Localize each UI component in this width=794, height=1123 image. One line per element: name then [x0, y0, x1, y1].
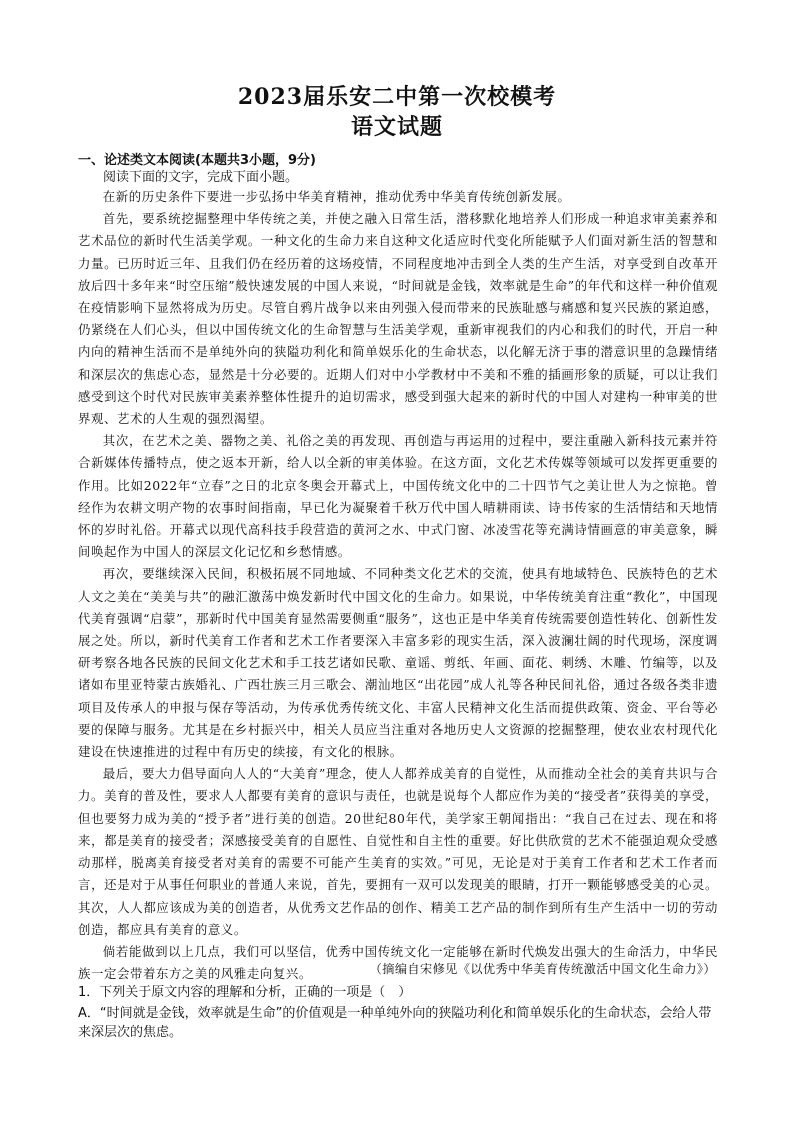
article-source: （摘编自宋修见《以优秀中华美育传统激活中国文化生命力》） [369, 962, 716, 976]
question-stem: 1．下列关于原文内容的理解和分析，正确的一项是（ ） [78, 985, 412, 1000]
section-heading: 一、论述类文本阅读(本题共3小题，9分) [78, 153, 316, 168]
article-paragraph: 再次，要继续深入民间，积极拓展不同地域、不同种类文化艺术的交流，使具有地域特色、民族特色的艺术人文之美在“美美与共”的融汇激荡中焕发新时代中国文化的生命力。如果说，中华传统美育注重“教化”，中国现代美育强调“启蒙”，那新时代中国美育显然需要侧重“服务”，这也正是中华美育传统需要创造性转化、创新性发展之处。所以，新时代美育工作者和艺术工作者要深入丰富多彩的现实生活，深入波澜壮阔的时代现场，深度调研考察各地各民族的民间文化艺术和手工技艺诸如民歌、童谣、剪纸、年画、面花、刺绣、木雕、竹编等，以及诸如布里亚特蒙古族婚礼、广西壮族三月三歌会、潮汕地区“出花园”成人礼等各种民间礼俗，通过各级各类非遗项目及传承人的申报与保存等活动，为传承优秀传统文化、丰富人民精神文化生活而提供政策、资金、平台等必要的保障与服务。尤其是在乡村振兴中，相关人员应当注重对各地历史人文资源的挖掘整理，使农业农村现代化建设在快速推进的过程中有历史的续接，有文化的根脉。 [78, 566, 718, 760]
title-block [0, 82, 794, 142]
article-paragraph: 在新的历史条件下要进一步弘扬中华美育精神，推动优秀中华美育传统创新发展。 [102, 189, 571, 204]
section-instruction: 阅读下面的文字，完成下面小题。 [103, 170, 299, 185]
article-paragraph: 倘若能做到以上几点，我们可以坚信，优秀中国传统文化一定能够在新时代焕发出强大的生命活力，中华民族一定会带着东方之美的风雅走向复兴。 [78, 943, 718, 982]
exam-title: 2023届乐安二中第一次校模考 [237, 84, 557, 110]
article-body [78, 186, 718, 985]
question-option-a: A．“时间就是金钱，效率就是生命”的价值观是一种单纯外向的狭隘功利化和简单娱乐化的生命状态，会给人带来深层次的焦虑。 [78, 1006, 712, 1040]
article-paragraph: 其次，在艺术之美、器物之美、礼俗之美的再发现、再创造与再运用的过程中，要注重融入新科技元素并符合新媒体传播特点，使之返本开新，给人以全新的审美体验。在这方面，文化艺术传媒等领域可以发挥更重要的作用。比如2022年“立春”之日的北京冬奥会开幕式上，中国传统文化中的二十四节气之美让世人为之惊艳。曾经作为农耕文明产物的农事时间指南，早已化为凝聚着千秋万代中国人晴耕雨读、诗书传家的生活情结和天地情怀的岁时礼俗。开幕式以现代高科技手段营造的黄河之水、中式门窗、冰凌雪花等充满诗情画意的审美意象，瞬间唤起作为中国人的深层文化记忆和乡愁情感。 [78, 433, 718, 560]
exam-subject-title: 语文试题 [350, 114, 443, 140]
article-paragraph: 首先，要系统挖掘整理中华传统之美，并使之融入日常生活，潜移默化地培养人们形成一种追求审美素养和艺术品位的新时代生活美学观。一种文化的生命力来自这种文化适应时代变化所能赋予人们面对新生活的智慧和力量。已历时近三年、且我们仍在经历着的这场疫情，不同程度地冲击到全人类的生产生活，对享受到自改革开放后四十多年来“时空压缩”般快速发展的中国人来说，“时间就是金钱，效率就是生命”的年代和这样一种价值观在疫情影响下显然将成为历史。尽管自鸦片战争以来由列强入侵而带来的民族耻感与痛感和复兴民族的紧迫感，仍紧绕在人们心头，但以中国传统文化的生命智慧与生活美学观，重新审视我们的内心和我们的时代，开启一种内向的精神生活而不是单纯外向的狭隘功利化和简单娱乐化的生命状态，以化解无济于事的潜意识里的急躁情绪和深层次的焦虑心态，显然是十分必要的。近期人们对中小学教材中不美和不雅的插画形象的质疑，可以让我们感受到这个时代对民族审美素养整体性提升的迫切需求，感受到强大起来的新时代的中国人对建构一种审美的世界观、艺术的人生观的强烈渴望。 [78, 211, 718, 427]
question-1 [78, 983, 718, 1042]
article-paragraph: 最后，要大力倡导面向人人的“大美育”理念，使人人都养成美育的自觉性，从而推动全社会的美育共识与合力。美育的普及性，要求人人都要有美育的意识与责任，也就是说每个人都应作为美的“接受者”获得美的享受，但也要努力成为美的“授予者”进行美的创造。20世纪80年代，美学家王朝闻指出：“我自己在过去、现在和将来，都是美育的接受者；深感接受美育的自愿性、自觉性和自主性的重要。好比供欣赏的艺术不能强迫观众受感动那样，脱离美育接受者对美育的需要不可能产生美育的实效。”可见，无论是对于美育工作者和艺术工作者而言，还是对于从事任何职业的普通人来说，首先，要拥有一双可以发现美的眼睛，打开一颗能够感受美的心灵。其次，人人都应该成为美的创造者，从优秀文艺作品的创作、精美工艺产品的制作到所有生产生活中一切的劳动创造，都应具有美育的意义。 [78, 766, 718, 937]
